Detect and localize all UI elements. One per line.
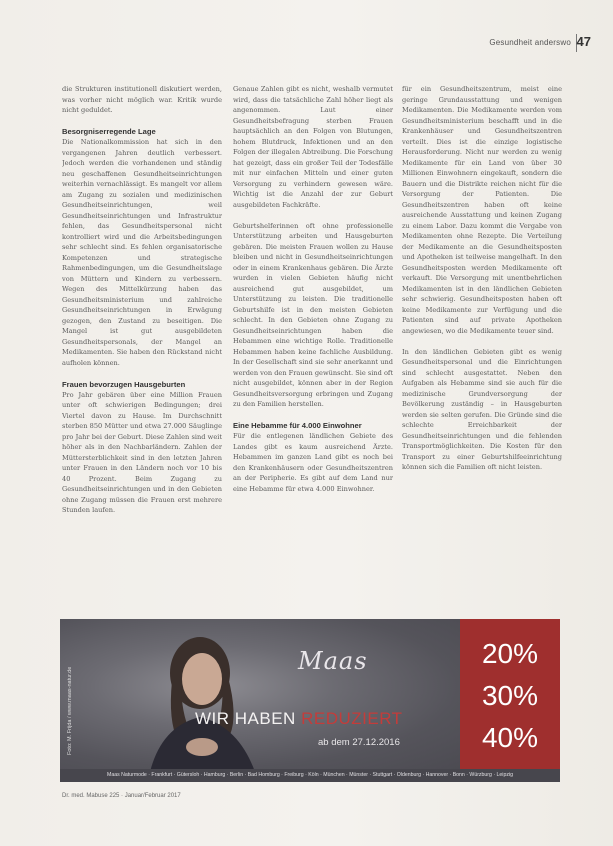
- text-column-1: [62, 84, 222, 592]
- section-header: Gesundheit anderswo: [489, 38, 571, 47]
- page-number: 47: [576, 34, 591, 49]
- subheading: Frauen bevorzugen Hausgeburten: [62, 379, 186, 389]
- discount-value: 20%: [481, 638, 539, 669]
- subheading: Eine Hebamme für 4.000 Einwohner: [233, 421, 362, 430]
- paragraph: die Strukturen institutionell diskutiert werden, was vorher nicht möglich war. Kritik wurde nicht geduldet.: [62, 85, 222, 114]
- paragraph: In den ländlichen Gebieten gibt es wenig Gesundheitspersonal und die Einrichtungen sind schlecht ausgestattet. Neben den Aufgaben als Hebamme sind sie auch für die medizinische Grundversorgung der Bevölkerung zuständig – in Hausgeburten werden sie selten gerufen. Die Gründe sind die schlechte Erreichbarkeit der Gesundheitseinrichtungen und die fehlenden Transportmöglichkeiten. Die Kosten für den Transport zu einer Geburtshilfeeinrichtung können sich die Familien oft nicht leisten.: [402, 347, 562, 471]
- text-column-3: [402, 84, 562, 592]
- paragraph: Pro Jahr gebären über eine Million Frauen unter oft schwierigen Bedingungen; drei Viertel davon zu Hause. Im Durchschnitt sterben 850 Mütter und etwa 27.000 Säuglinge pro Jahr bei der Geburt. Diese Zahlen sind weit höher als in den Nachbarländern. Zahlen der Müttersterblichkeit sind in den letzten Jahren unter Frauen in den Ländern noch vor 10 bis 40 Prozent. Beim Zugang zu Gesundheitseinrichtungen und in den Gebieten ohne Zugang müssen die Frauen erst mehrere Stunden laufen.: [62, 390, 222, 514]
- ad-photo-credit: Foto: M. Frijda / www.maas-natur.de: [67, 666, 73, 755]
- ad-slogan: [195, 709, 403, 729]
- ad-date: ab dem 27.12.2016: [318, 737, 400, 748]
- text-column-2: [233, 84, 393, 592]
- model-photo: [138, 631, 268, 781]
- discount-value: 40%: [481, 722, 539, 753]
- paragraph: für ein Gesundheitszentrum, meist eine geringe Grundausstattung und wenigen Medikamenten. Die Medikamente werden vom Gesundheitsministerium beschafft und in die Krankenhäuser und Gesundheitszentren verteilt. Dies ist die einzige logistische Herausforderung. Nicht nur werden zu wenig Medikamente für ein Land von über 30 Millionen Einwohnern eingekauft, sondern die Bauern und die Distrikte reichen nicht für die Versorgung der Patienten. Die Gesundheitszentren haben oft keine ausreichende Ausstattung und keinen Zugang zu einem Labor. Dazu kommt die Vergabe von Medikamenten ohne Rezepte. Die Verteilung der Medikamente an die Gesundheitsposten und Apotheken ist teilweise mangelhaft. In den Gesundheitsposten werden Medikamente oft verkauft. Die Versorgung mit unentbehrlichen Medikamenten ist in den ländlichen Gebieten sehr schwierig. Gesundheitsposten haben oft keine Medikamente zur Verfügung und die Patienten sind auf private Apotheken angewiesen, wo die Medikamente teuer sind.: [402, 85, 562, 335]
- brand-logo: Maas: [298, 647, 368, 675]
- paragraph: Genaue Zahlen gibt es nicht, weshalb vermutet wird, dass die tatsächliche Zahl höher liegt als angenommen. Laut einer Gesundheitsbefragung sterben Frauen hauptsächlich an den Folgen von Blutungen, hohem Blutdruck, Infektionen und an den Folgen der illegalen Abtreibung. Die Forschung hat gezeigt, dass ein großer Teil der Todesfälle mit nur einfachen Mitteln und einer guten Versorgung zu verhindern gewesen wäre. Wichtig ist die Anzahl der zur Geburt ausgebildeten Fachkräfte.: [233, 85, 393, 209]
- ad-store-list: Maas Naturmode · Frankfurt · Gütersloh · Hamburg · Berlin · Bad Homburg · Freiburg · Köln · München · Münster · Stuttgart · Oldenburg · Hannover · Bonn · Würzburg · Leipzig: [60, 769, 560, 782]
- advertisement[interactable]: [60, 619, 560, 782]
- paragraph: Geburtshelferinnen oft ohne professionelle Unterstützung arbeiten und Hausgeburten gebären. Die meisten Frauen wollen zu Hause bleiben und nicht in Gesundheitseinrichtungen oder in einem Krankenhaus gebären. Die Ärzte wurden in vielen Gebieten häufig nicht ausreichend gut ausgebildet, um Unterstützung zu leisten. Die traditionelle Geburtshilfe ist in den meisten Gebieten schlecht. In den Gebieten ohne Zugang zu Gesundheitseinrichtungen haben die Hebammen eine wichtige Rolle. Traditionelle Hebammen haben keine fachliche Ausbildung. In der Gesellschaft sind sie sehr anerkannt und werden von den Frauen gewünscht. Sie sind oft nicht ausgebildet, können aber in der Region Gesundheitsversorgung erbringen und Zugang zu den Familien herstellen.: [233, 221, 393, 408]
- slogan-highlight: REDUZIERT: [301, 709, 403, 728]
- subheading: Besorgniserregende Lage: [62, 127, 156, 136]
- page-footer: Dr. med. Mabuse 225 · Januar/Februar 2017: [62, 793, 181, 799]
- slogan-part: WIR HABEN: [195, 709, 296, 728]
- discount-value: 30%: [481, 680, 539, 711]
- paragraph: Die Nationalkommission hat sich in den vergangenen Jahren deutlich verbessert. Jedoch werden die vorhandenen und ständig neu geschaffenen Gesundheitseinrichtungen weiterhin vernachlässigt. Es mangelt vor allem am Zugang zu sozialen und medizinischen Gesundheitseinrichtungen, weil Gesundheitseinrichtungen und Infrastruktur fehlen, das Gesundheitspersonal nicht kontrolliert wird und die Arbeitsbedingungen sehr schlecht sind. Es fehlen organisatorische Kompetenzen und strategische Rahmenbedingungen, um die Gesundheitslage von Müttern und Kindern zu verbessern. Wegen des Mittelkürzung haben das Gesundheitsministerium und zahlreiche Gesundheitseinrichtungen in Erwägung gezogen, den Zustand zu beseitigen. Die Mangel ist gut ausgebildeten Gesundheitspersonals, der Mangel an Medikamenten. Sie haben den Rückstand nicht aufholen können.: [62, 138, 222, 367]
- paragraph: Für die entlegenen ländlichen Gebiete des Landes gibt es kaum ausreichend Ärzte. Hebammen im ganzen Land gibt es noch bei den Krankenhäusern oder Gesundheitszentren an der Peripherie. Es gibt auf dem Land nur eine Hebamme für etwa 4.000 Einwohner.: [233, 432, 393, 493]
